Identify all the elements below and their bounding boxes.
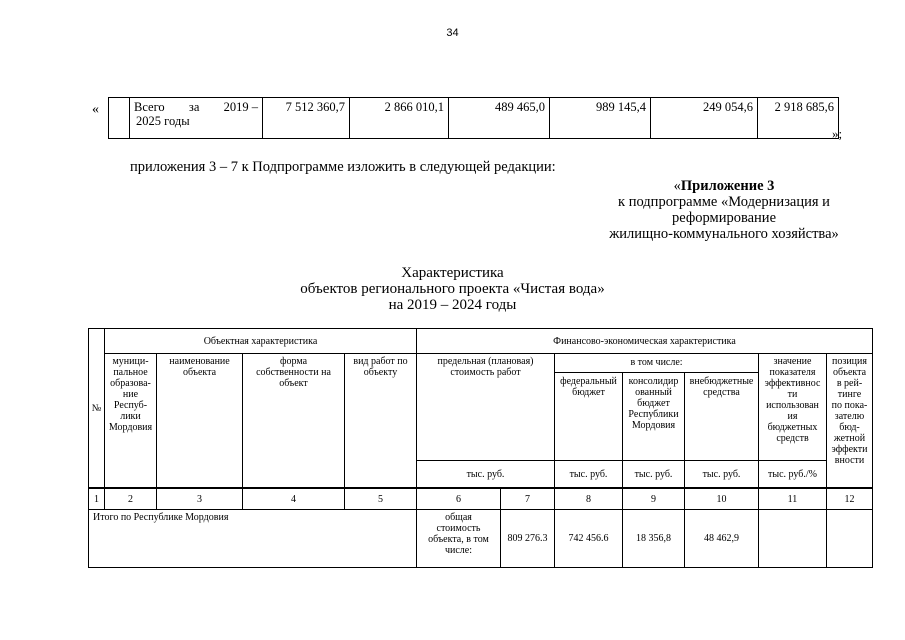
summary-value: 989 145,4 bbox=[550, 98, 651, 139]
total-cost: 809 276.3 bbox=[501, 510, 555, 568]
column-number: 8 bbox=[555, 488, 623, 510]
summary-label-part: 2019 – bbox=[223, 100, 258, 114]
total-description: общая стоимость объекта, в том числе: bbox=[417, 510, 501, 568]
total-consolidated: 18 356,8 bbox=[623, 510, 685, 568]
total-indicator bbox=[759, 510, 827, 568]
column-number: 7 bbox=[501, 488, 555, 510]
unit-offbudget: тыс. руб. bbox=[685, 461, 759, 489]
column-number: 5 bbox=[345, 488, 417, 510]
summary-label-part: за bbox=[188, 100, 200, 114]
col-consolidated-header: консолидир ованный бюджет Республики Мордовия bbox=[623, 373, 685, 460]
summary-table bbox=[108, 97, 839, 139]
unit-indicator: тыс. руб./% bbox=[759, 461, 827, 489]
column-number: 3 bbox=[157, 488, 243, 510]
column-number: 6 bbox=[417, 488, 501, 510]
column-number: 12 bbox=[827, 488, 873, 510]
open-quote: « bbox=[92, 102, 99, 117]
column-number: 4 bbox=[243, 488, 345, 510]
column-number: 11 bbox=[759, 488, 827, 510]
appendix-title: Приложение 3 bbox=[680, 178, 775, 194]
column-number: 10 bbox=[685, 488, 759, 510]
summary-empty-cell bbox=[109, 98, 130, 139]
summary-value: 2 918 685,6 bbox=[758, 98, 839, 139]
table-heading bbox=[0, 265, 905, 313]
unit-cost: тыс. руб. bbox=[417, 461, 555, 489]
col-name-header: наименование объекта bbox=[157, 354, 243, 489]
summary-label-cell bbox=[130, 98, 263, 139]
appendix-header bbox=[600, 178, 848, 242]
page-number: 34 bbox=[446, 27, 459, 39]
col-municipality-header: муници- пальное образова- ние Респуб- лики Мордовия bbox=[105, 354, 157, 489]
characteristics-table bbox=[88, 328, 873, 568]
summary-value: 249 054,6 bbox=[651, 98, 758, 139]
column-number: 1 bbox=[89, 488, 105, 510]
summary-value: 7 512 360,7 bbox=[263, 98, 350, 139]
total-position bbox=[827, 510, 873, 568]
col-no-header: № bbox=[89, 329, 105, 489]
summary-label-part: Всего bbox=[134, 100, 165, 114]
close-quote: »; bbox=[832, 126, 843, 141]
column-number: 9 bbox=[623, 488, 685, 510]
total-federal: 742 456.6 bbox=[555, 510, 623, 568]
column-number: 2 bbox=[105, 488, 157, 510]
col-indicator-header: значение показателя эффективнос ти использован ия бюджетных средств bbox=[759, 354, 827, 461]
col-including-header: в том числе: bbox=[555, 354, 758, 373]
group-object-header: Объектная характеристика bbox=[105, 329, 417, 354]
unit-consolidated: тыс. руб. bbox=[623, 461, 685, 489]
including-group bbox=[555, 354, 759, 461]
group-finance-header: Финансово-экономическая характеристика bbox=[417, 329, 873, 354]
unit-federal: тыс. руб. bbox=[555, 461, 623, 489]
col-limit-cost-header: предельная (плановая) стоимость работ bbox=[417, 354, 555, 461]
heading-line: Характеристика bbox=[401, 265, 504, 281]
appendix-quote: « bbox=[673, 178, 681, 194]
summary-value: 2 866 010,1 bbox=[350, 98, 449, 139]
total-row bbox=[89, 510, 873, 568]
total-label: Итого по Республике Мордовия bbox=[89, 510, 417, 568]
summary-value: 489 465,0 bbox=[449, 98, 550, 139]
appendix-line: жилищно-коммунального хозяйства» bbox=[609, 226, 839, 242]
col-federal-header: федеральный бюджет bbox=[555, 373, 623, 460]
intro-text: приложения 3 – 7 к Подпрограмме изложить в следующей редакции: bbox=[130, 159, 556, 175]
summary-row bbox=[109, 98, 839, 139]
heading-line: объектов регионального проекта «Чистая вода» bbox=[300, 281, 605, 297]
total-offbudget: 48 462,9 bbox=[685, 510, 759, 568]
heading-line: на 2019 – 2024 годы bbox=[388, 297, 517, 313]
column-number-row bbox=[89, 488, 873, 510]
col-worktype-header: вид работ по объекту bbox=[345, 354, 417, 489]
col-offbudget-header: внебюджетные средства bbox=[689, 376, 754, 398]
col-position-header: позиция объекта в рей- тинге по пока- зателю бюд- жетной эффекти вности bbox=[827, 354, 873, 489]
summary-label-line2: 2025 годы bbox=[136, 114, 190, 128]
col-ownership-header: форма собственности на объект bbox=[243, 354, 345, 489]
appendix-line: к подпрограмме «Модернизация и bbox=[618, 194, 830, 210]
appendix-line: реформирование bbox=[671, 210, 777, 226]
